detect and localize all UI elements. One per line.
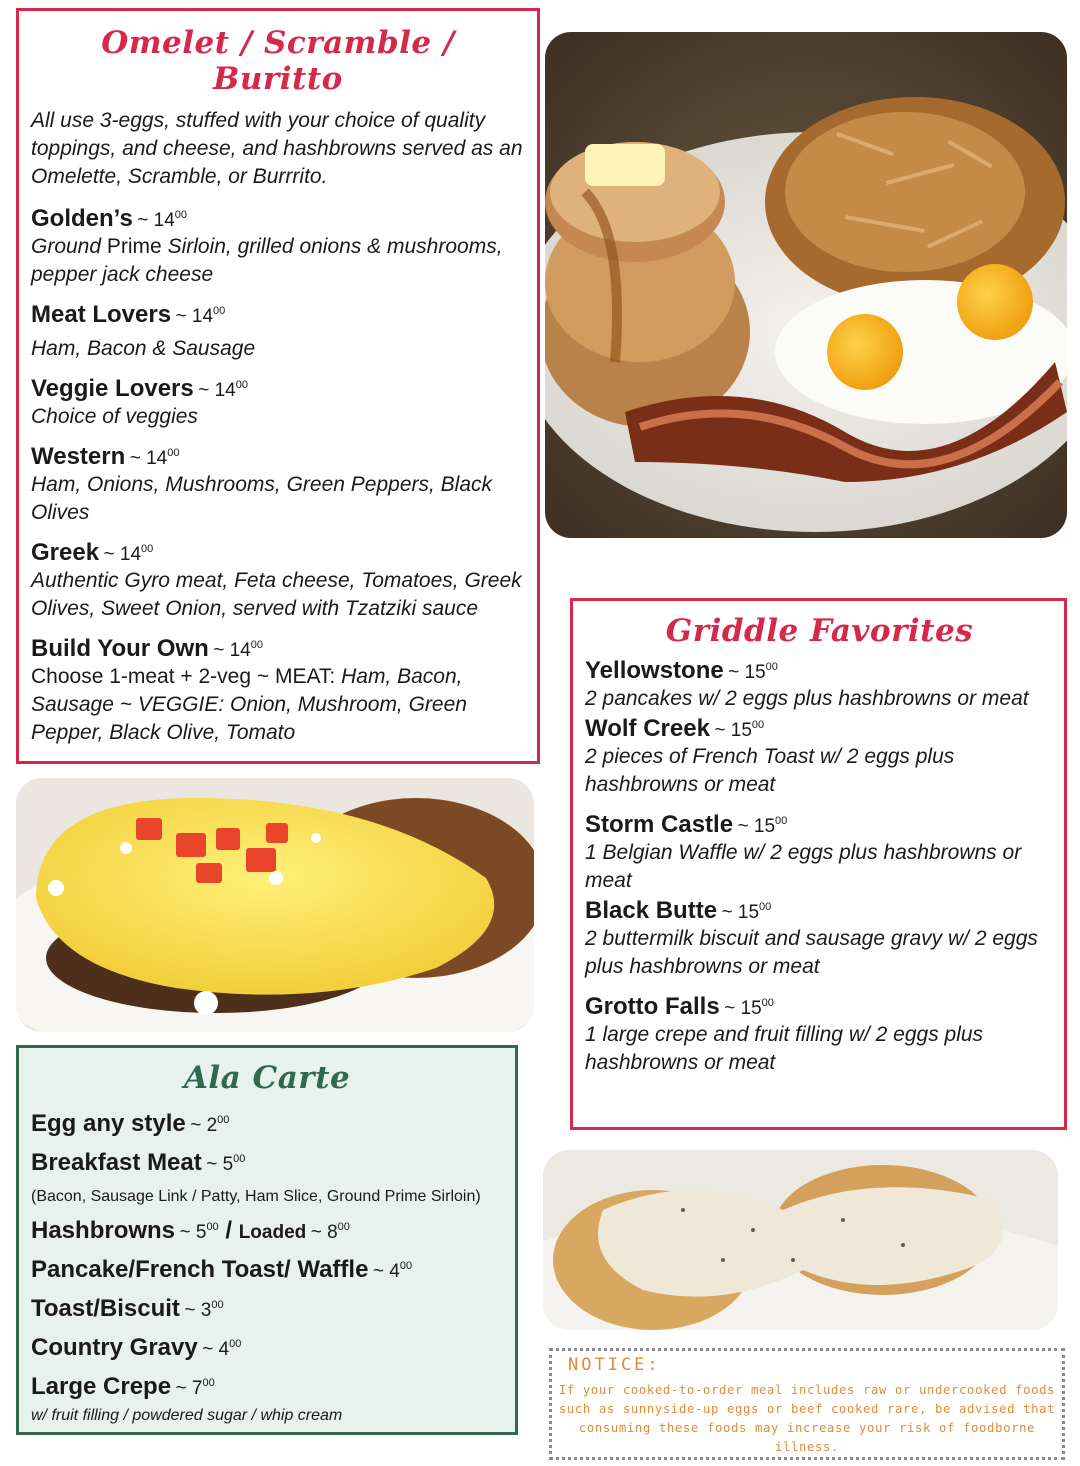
item-name: Western bbox=[31, 443, 126, 470]
item-description: Choice of veggies bbox=[31, 405, 198, 428]
item-price: ~ $14^{00}$ bbox=[103, 543, 154, 565]
item-name: Pancake/French Toast/ Waffle bbox=[31, 1256, 369, 1283]
omelet-section bbox=[16, 8, 540, 764]
item-price: ~ $15^{00}$ bbox=[737, 815, 788, 837]
pancakes-eggs-bacon-hashbrowns-photo bbox=[545, 32, 1067, 538]
loaded-price: ~ $8^{00}$ bbox=[310, 1221, 350, 1243]
item-price: ~ $5^{00}$ bbox=[179, 1221, 219, 1243]
menu-item-black-butte bbox=[585, 897, 1054, 981]
item-name: Black Butte bbox=[585, 897, 718, 924]
item-price: ~ $15^{00}$ bbox=[714, 719, 765, 741]
omelet-title: Omelet / Scramble / Buritto bbox=[101, 25, 455, 97]
item-description: 2 buttermilk biscuit and sausage gravy w/ 2 eggs plus hashbrowns or meat bbox=[585, 927, 1038, 978]
item-description: 2 pancakes w/ 2 eggs plus hashbrowns or meat bbox=[585, 687, 1029, 710]
griddle-title: Griddle Favorites bbox=[665, 613, 974, 649]
ala-carte-toast bbox=[31, 1289, 503, 1328]
item-name: Yellowstone bbox=[585, 657, 724, 684]
item-name: Breakfast Meat bbox=[31, 1149, 202, 1176]
biscuits-and-gravy-photo bbox=[543, 1150, 1058, 1330]
item-name: Storm Castle bbox=[585, 811, 734, 838]
item-name: Country Gravy bbox=[31, 1334, 198, 1361]
menu-item-goldens bbox=[31, 205, 525, 289]
item-description: Ground Prime Sirloin, grilled onions & mushrooms, pepper jack cheese bbox=[31, 235, 503, 286]
item-price: ~ $15^{00}$ bbox=[721, 901, 772, 923]
item-price: ~ $2^{00}$ bbox=[190, 1114, 230, 1136]
omelet-intro: All use 3-eggs, stuffed with your choice of quality toppings, and cheese, and hashbrowns served as an Omelette, Scramble, or Burrrito. bbox=[31, 109, 523, 188]
item-price: ~ $4^{00}$ bbox=[372, 1260, 413, 1282]
menu-item-yellowstone bbox=[585, 657, 1054, 713]
item-price: ~ $14^{00}$ bbox=[213, 639, 263, 661]
loaded-label: Loaded bbox=[238, 1222, 307, 1243]
item-name: Veggie Lovers bbox=[31, 375, 194, 402]
item-name: Grotto Falls bbox=[585, 993, 720, 1020]
item-description: 2 pieces of French Toast w/ 2 eggs plus hashbrowns or meat bbox=[585, 745, 955, 796]
item-name: Build Your Own bbox=[31, 635, 209, 662]
item-name: Egg any style bbox=[31, 1110, 186, 1137]
item-price: ~ $5^{00}$ bbox=[206, 1153, 246, 1175]
menu-item-grotto-falls bbox=[585, 993, 1054, 1077]
notice-text: If your cooked-to-order meal includes raw or undercooked foods such as sunnyside-up eggs or beef cooked rare, be advised that consuming these foods may increase your risk of foodborne illness. bbox=[558, 1383, 1056, 1454]
menu-item-meat-lovers bbox=[31, 301, 525, 363]
ala-carte-breakfast-meat bbox=[31, 1143, 503, 1182]
item-name: Wolf Creek bbox=[585, 715, 710, 742]
item-description: Ham, Onions, Mushrooms, Green Peppers, Black Olives bbox=[31, 473, 493, 524]
item-price: ~ $3^{00}$ bbox=[184, 1299, 224, 1321]
item-description: Authentic Gyro meat, Feta cheese, Tomatoes, Greek Olives, Sweet Onion, served with Tzatziki sauce bbox=[31, 569, 522, 620]
notice-box bbox=[549, 1348, 1065, 1460]
crepe-note: w/ fruit filling / powdered sugar / whip cream bbox=[31, 1407, 343, 1424]
menu-item-western bbox=[31, 443, 525, 527]
item-price: ~ $14^{00}$ bbox=[175, 305, 226, 327]
griddle-section bbox=[570, 598, 1067, 1130]
menu-item-veggie-lovers bbox=[31, 375, 525, 431]
item-price: ~ $15^{00}$ bbox=[724, 997, 774, 1019]
ala-carte-crepe bbox=[31, 1367, 503, 1406]
menu-item-storm-castle bbox=[585, 811, 1054, 895]
ala-carte-title: Ala Carte bbox=[183, 1060, 351, 1096]
notice-title: NOTICE: bbox=[568, 1355, 661, 1375]
breakfast-meat-note: (Bacon, Sausage Link / Patty, Ham Slice, Ground Prime Sirloin) bbox=[31, 1188, 481, 1205]
item-name: Toast/Biscuit bbox=[31, 1295, 180, 1322]
item-price: ~ $15^{00}$ bbox=[728, 661, 778, 683]
item-name: Large Crepe bbox=[31, 1373, 172, 1400]
item-price: ~ $14^{00}$ bbox=[137, 209, 188, 231]
item-name: Hashbrowns bbox=[31, 1217, 176, 1244]
item-name: Golden’s bbox=[31, 205, 133, 232]
item-description: Ham, Bacon & Sausage bbox=[31, 337, 256, 360]
ala-carte-gravy bbox=[31, 1328, 503, 1367]
ala-carte-section bbox=[16, 1045, 518, 1435]
item-price: ~ $7^{00}$ bbox=[175, 1377, 215, 1399]
item-price: ~ $4^{00}$ bbox=[202, 1338, 242, 1360]
item-price: ~ $14^{00}$ bbox=[198, 379, 248, 401]
menu-item-build-your-own bbox=[31, 635, 525, 747]
menu-item-greek bbox=[31, 539, 525, 623]
item-description: Choose 1-meat + 2-veg ~ MEAT: Ham, Bacon, Sausage ~ VEGGIE: Onion, Mushroom, Green Pepper, Black Olive, Tomato bbox=[31, 665, 467, 744]
menu-item-wolf-creek bbox=[585, 715, 1054, 799]
ala-carte-hashbrowns: Hashbrowns ~ $5^{00}$ / Loaded ~ $8^{00}$ bbox=[31, 1217, 350, 1244]
ala-carte-pancake bbox=[31, 1250, 503, 1289]
omelet-hashbrowns-photo bbox=[16, 778, 534, 1032]
ala-carte-egg bbox=[31, 1104, 503, 1143]
item-name: Meat Lovers bbox=[31, 301, 172, 328]
item-description: 1 Belgian Waffle w/ 2 eggs plus hashbrowns or meat bbox=[585, 841, 1022, 892]
item-price: ~ $14^{00}$ bbox=[129, 447, 180, 469]
item-description: 1 large crepe and fruit filling w/ 2 eggs plus hashbrowns or meat bbox=[585, 1023, 984, 1074]
item-name: Greek bbox=[31, 539, 100, 566]
